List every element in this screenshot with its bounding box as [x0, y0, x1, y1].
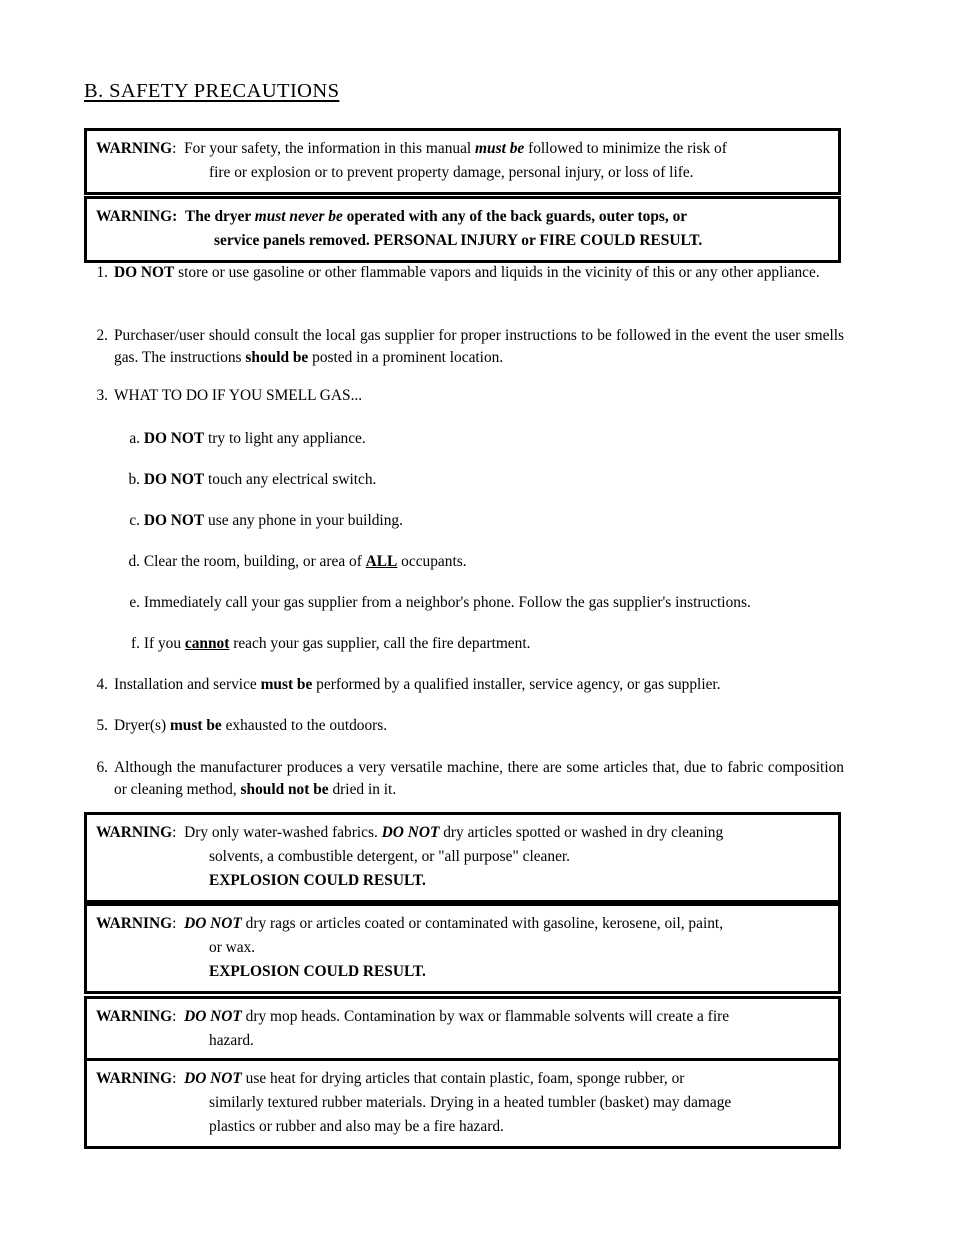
list-item-text — [114, 715, 844, 737]
sub-item-letter: e. — [129, 594, 140, 611]
warning-text: similarly textured rubber materials. Drying in a heated tumbler (basket) may damage — [209, 1094, 732, 1111]
warning-label: WARNING — [96, 140, 173, 157]
warning-label-gap — [176, 1070, 184, 1087]
warning-line — [96, 1115, 829, 1139]
warning-label: WARNING — [96, 1008, 173, 1025]
sub-item-run: use any phone in your building. — [204, 512, 403, 529]
warning-text: dry articles spotted or washed in dry cleaning — [439, 824, 724, 841]
list-item-number: 3. — [96, 387, 108, 404]
list-item-run: performed by a qualified installer, service agency, or gas supplier. — [312, 676, 721, 693]
warning-box-2 — [84, 196, 841, 263]
list-item-text — [114, 325, 844, 368]
warning-line — [96, 229, 829, 253]
list-item-number: 2. — [96, 327, 108, 344]
list-item — [118, 551, 467, 573]
list-item-run: must be — [169, 717, 222, 734]
warning-text: solvents, a combustible detergent, or "all purpose" cleaner. — [209, 848, 571, 865]
warning-label-gap — [176, 824, 184, 841]
warning-text: dry rags or articles coated or contaminated with gasoline, kerosene, oil, paint, — [241, 915, 724, 932]
warning-text: must never be — [254, 208, 343, 225]
warning-box-1 — [84, 128, 841, 195]
warning-line — [96, 821, 829, 845]
warning-line — [96, 137, 829, 161]
sub-item-run: occupants. — [397, 553, 467, 570]
page-title-text: B. SAFETY PRECAUTIONS — [84, 80, 340, 102]
warning-line — [96, 1067, 829, 1091]
warning-box-6 — [84, 1058, 841, 1149]
warning-text: hazard. — [209, 1032, 254, 1049]
warning-label-gap — [176, 140, 184, 157]
page-title — [84, 80, 339, 103]
warning-line — [96, 1005, 829, 1029]
warning-text: fire or explosion or to prevent property damage, personal injury, or loss of life. — [209, 164, 694, 181]
list-item-run: DO NOT — [114, 264, 175, 281]
warning-colon: : — [172, 1070, 177, 1087]
list-item — [84, 385, 844, 407]
warning-colon: : — [172, 140, 177, 157]
list-item-run: Although the manufacturer produces a very versatile machine, there are some articles that, due to fabric composition or cleaning method, — [114, 759, 844, 798]
sub-item-run: DO NOT — [143, 430, 205, 447]
list-item-number: 5. — [96, 717, 108, 734]
warning-text: DO NOT — [381, 824, 440, 841]
list-item — [84, 757, 844, 800]
list-item-run: store or use gasoline or other flammable vapors and liquids in the vicinity of this or any other appliance. — [174, 264, 820, 281]
warning-label-gap — [177, 208, 185, 225]
warning-text: DO NOT — [184, 1008, 242, 1025]
warning-label: WARNING: — [96, 208, 178, 225]
list-item — [118, 510, 403, 532]
warning-line — [96, 960, 829, 984]
warning-label: WARNING — [96, 824, 173, 841]
warning-box-5 — [84, 996, 841, 1063]
sub-item-letter: a. — [129, 430, 140, 447]
warning-line — [96, 845, 829, 869]
warning-box-3 — [84, 812, 841, 903]
list-item — [84, 262, 844, 284]
list-item — [84, 325, 844, 368]
warning-text: dry mop heads. Contamination by wax or flammable solvents will create a fire — [241, 1008, 730, 1025]
list-item-run: WHAT TO DO IF YOU SMELL GAS... — [114, 387, 363, 404]
warning-line — [96, 869, 829, 893]
warning-colon: : — [172, 824, 177, 841]
list-item-run: Installation and service — [114, 676, 261, 693]
list-item-run: must be — [260, 676, 313, 693]
list-item-run: Dryer(s) — [114, 717, 170, 734]
list-item — [84, 715, 844, 737]
sub-item-letter: b. — [128, 471, 140, 488]
list-item-text — [114, 674, 844, 696]
list-item-text — [114, 757, 844, 800]
warning-text: service panels removed. PERSONAL INJURY or FIRE COULD RESULT. — [214, 232, 703, 249]
list-item — [118, 469, 376, 491]
warning-text: EXPLOSION COULD RESULT. — [209, 963, 426, 980]
sub-item-letter: f. — [131, 635, 140, 652]
list-item-number: 6. — [96, 759, 108, 776]
warning-colon: : — [172, 1008, 177, 1025]
sub-item-letter: c. — [129, 512, 140, 529]
warning-colon: : — [172, 915, 177, 932]
warning-line — [96, 161, 829, 185]
warning-text: The dryer — [184, 208, 255, 225]
warning-line — [96, 936, 829, 960]
warning-text: DO NOT — [184, 1070, 242, 1087]
list-item-run: posted in a prominent location. — [308, 348, 504, 366]
warning-line — [96, 912, 829, 936]
warning-line — [96, 205, 829, 229]
sub-item-run: cannot — [184, 635, 230, 652]
warning-text: DO NOT — [184, 915, 242, 932]
warning-text: For your safety, the information in this manual — [184, 140, 476, 157]
sub-item-run: Clear the room, building, or area of — [143, 553, 366, 570]
warning-text: Dry only water-washed fabrics. — [184, 824, 382, 841]
sub-item-run: Immediately call your gas supplier from a neighbor's phone. Follow the gas supplier's instructions. — [143, 594, 751, 611]
warning-line — [96, 1029, 829, 1053]
list-item-run: dried in it. — [328, 780, 397, 798]
warning-label-gap — [176, 915, 184, 932]
list-item-run: should be — [245, 348, 309, 366]
warning-box-4 — [84, 903, 841, 994]
sub-item-run: try to light any appliance. — [204, 430, 366, 447]
list-item-run: exhausted to the outdoors. — [221, 717, 388, 734]
warning-label: WARNING — [96, 915, 173, 932]
sub-item-run: If you — [143, 635, 185, 652]
warning-label: WARNING — [96, 1070, 173, 1087]
sub-item-run: DO NOT — [143, 471, 205, 488]
warning-line — [96, 1091, 829, 1115]
list-item-number: 1. — [96, 264, 108, 281]
list-item-text — [114, 262, 844, 284]
sub-item-run: DO NOT — [143, 512, 205, 529]
warning-text: followed to minimize the risk of — [524, 140, 727, 157]
list-item — [118, 633, 530, 655]
sub-item-run: touch any electrical switch. — [204, 471, 377, 488]
list-item-run: should not be — [240, 780, 329, 798]
sub-item-run: reach your gas supplier, call the fire department. — [229, 635, 531, 652]
list-item — [118, 428, 366, 450]
sub-item-run: ALL — [365, 553, 398, 570]
warning-label-gap — [176, 1008, 184, 1025]
warning-text: EXPLOSION COULD RESULT. — [209, 872, 426, 889]
warning-text: plastics or rubber and also may be a fire hazard. — [209, 1118, 504, 1135]
list-item — [84, 674, 844, 696]
list-item — [118, 592, 751, 614]
sub-item-letter: d. — [128, 553, 140, 570]
list-item-text — [114, 385, 844, 407]
list-item-run: Purchaser/user should consult the local gas supplier for proper instructions to be followed in the event the user smells gas. The instructions — [114, 327, 844, 366]
list-item-number: 4. — [96, 676, 108, 693]
warning-text: must be — [475, 140, 525, 157]
warning-text: or wax. — [209, 939, 256, 956]
warning-text: operated with any of the back guards, outer tops, or — [342, 208, 688, 225]
warning-text: use heat for drying articles that contain plastic, foam, sponge rubber, or — [241, 1070, 685, 1087]
